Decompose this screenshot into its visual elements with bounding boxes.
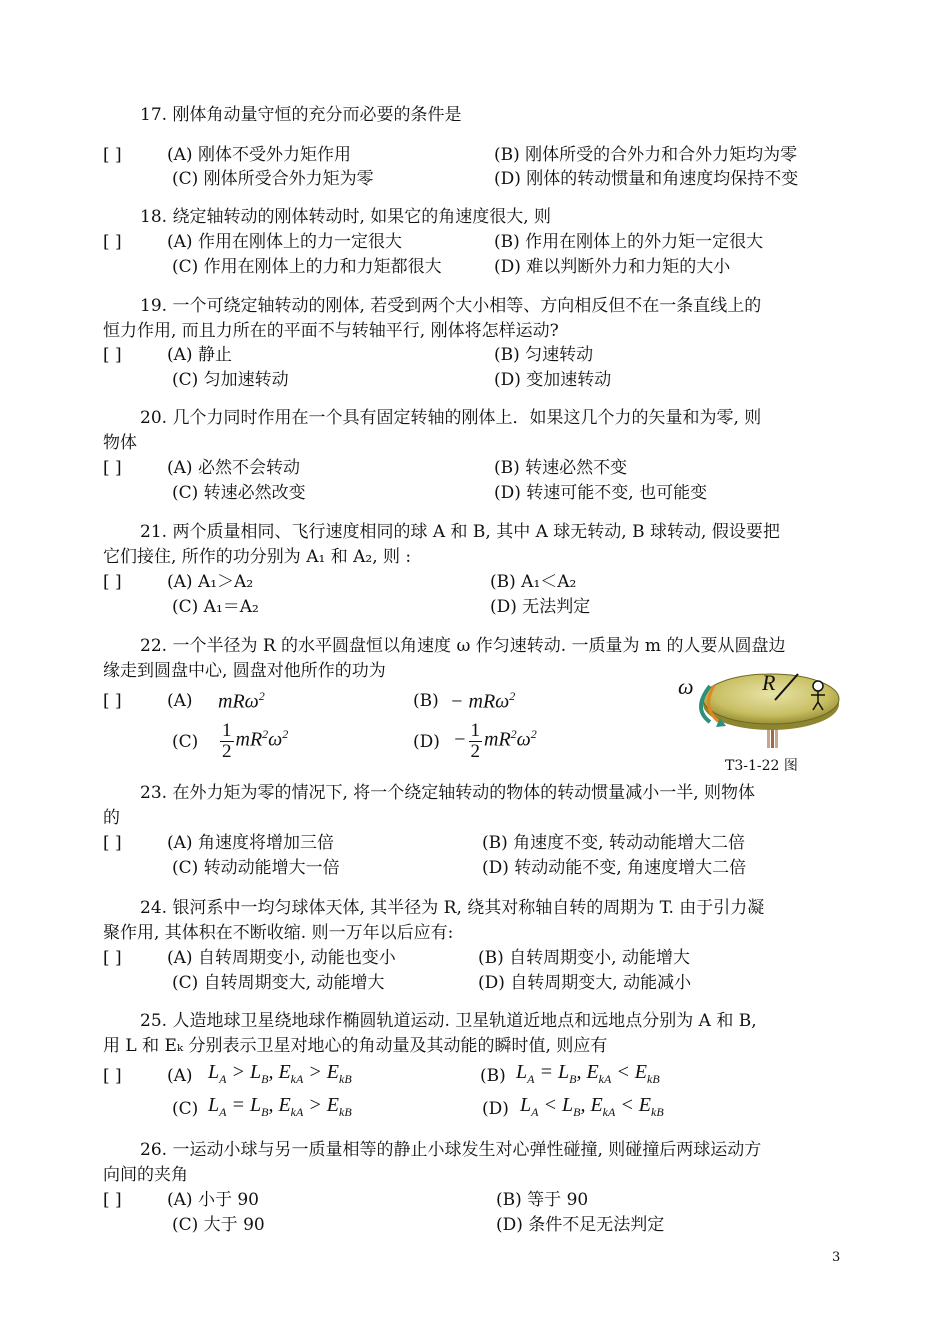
question-25-stem-cont: 用 L 和 Eₖ 分别表示卫星对地心的角动量及其动能的瞬时值, 则应有 <box>103 1036 608 1056</box>
answer-bracket[interactable]: [ ] <box>103 1190 122 1210</box>
option-b[interactable]: (B) <box>413 691 439 711</box>
question-24-stem: 24. 银河系中一均匀球体天体, 其半径为 R, 绕其对称轴自转的周期为 T. 由于引力凝 <box>140 898 765 918</box>
option-c[interactable]: (C) 刚体所受合外力矩为零 <box>172 169 374 189</box>
answer-bracket[interactable]: [ ] <box>103 232 122 252</box>
option-d[interactable]: (D) 转速可能不变, 也可能变 <box>494 483 708 503</box>
option-b[interactable]: (B) 刚体所受的合外力和合外力矩均为零 <box>494 145 798 165</box>
option-b[interactable]: (B) 匀速转动 <box>494 345 594 365</box>
option-b[interactable]: (B) 等于 90 <box>496 1190 589 1210</box>
option-a[interactable]: (A) 角速度将增加三倍 <box>167 833 334 853</box>
option-a[interactable]: (A) <box>167 691 193 711</box>
option-d[interactable]: (D) 难以判断外力和力矩的大小 <box>494 257 731 277</box>
question-17-stem: 17. 刚体角动量守恒的充分而必要的条件是 <box>140 105 462 125</box>
option-c[interactable]: (C) 转动动能增大一倍 <box>172 858 340 878</box>
option-a[interactable]: (A) 必然不会转动 <box>167 458 300 478</box>
option-d[interactable]: (D) 刚体的转动惯量和角速度均保持不变 <box>494 169 799 189</box>
question-18-stem: 18. 绕定轴转动的刚体转动时, 如果它的角速度很大, 则 <box>140 207 552 227</box>
option-d[interactable]: (D) <box>413 732 440 752</box>
question-21-stem: 21. 两个质量相同、飞行速度相同的球 A 和 B, 其中 A 球无转动, B 球转动, 假设要把 <box>140 522 780 542</box>
option-c[interactable]: (C) <box>172 732 199 752</box>
option-a[interactable]: (A) 小于 90 <box>167 1190 259 1210</box>
option-c[interactable]: (C) 转速必然改变 <box>172 483 306 503</box>
option-a[interactable]: (A) A₁＞A₂ <box>167 572 254 592</box>
figure-caption: T3-1-22 图 <box>725 758 798 774</box>
option-a[interactable]: (A) 自转周期变小, 动能也变小 <box>167 948 396 968</box>
option-c[interactable]: (C) 大于 90 <box>172 1215 265 1235</box>
option-a[interactable]: (A) 刚体不受外力矩作用 <box>167 145 351 165</box>
option-b[interactable]: (B) <box>480 1066 506 1086</box>
option-a[interactable]: (A) 静止 <box>167 345 232 365</box>
answer-bracket[interactable]: [ ] <box>103 458 122 478</box>
answer-bracket[interactable]: [ ] <box>103 572 122 592</box>
option-c[interactable]: (C) 作用在刚体上的力和力矩都很大 <box>172 257 442 277</box>
option-c[interactable]: (C) A₁＝A₂ <box>172 597 259 617</box>
option-b[interactable]: (B) 作用在刚体上的外力矩一定很大 <box>494 232 764 252</box>
answer-bracket[interactable]: [ ] <box>103 833 122 853</box>
answer-bracket[interactable]: [ ] <box>103 1066 122 1086</box>
question-25-stem: 25. 人造地球卫星绕地球作椭圆轨道运动. 卫星轨道近地点和远地点分别为 A 和 B, <box>140 1011 757 1031</box>
option-b[interactable]: (B) 角速度不变, 转动动能增大二倍 <box>482 833 745 853</box>
option-d[interactable]: (D) <box>482 1099 509 1119</box>
page-number: 3 <box>832 1250 841 1265</box>
option-c-formula: $\frac{1}{2}$ $mR^2\omega^2$ <box>222 719 289 762</box>
option-b[interactable]: (B) 自转周期变小, 动能增大 <box>478 948 690 968</box>
option-d[interactable]: (D) 无法判定 <box>490 597 591 617</box>
question-20-stem-cont: 物体 <box>103 433 137 453</box>
option-d-formula: $L_A < L_B$, $E_{kA} < E_{kB}$ <box>520 1094 664 1119</box>
question-24-stem-cont: 聚作用, 其体积在不断收缩. 则一万年以后应有: <box>103 923 454 943</box>
option-a[interactable]: (A) 作用在刚体上的力一定很大 <box>167 232 402 252</box>
answer-bracket[interactable]: [ ] <box>103 691 122 711</box>
question-22-stem-cont: 缘走到圆盘中心, 圆盘对他所作的功为 <box>103 661 386 681</box>
answer-bracket[interactable]: [ ] <box>103 345 122 365</box>
option-c[interactable]: (C) 匀加速转动 <box>172 370 289 390</box>
question-19-stem: 19. 一个可绕定轴转动的刚体, 若受到两个大小相等、方向相反但不在一条直线上的 <box>140 296 762 316</box>
radius-label: R <box>762 670 776 695</box>
option-b-formula: $L_A = L_B$, $E_{kA} < E_{kB}$ <box>516 1061 660 1086</box>
option-d-formula: − $\frac{1}{2}$ $mR^2\omega^2$ <box>453 719 537 762</box>
option-c-formula: $L_A = L_B$, $E_{kA} > E_{kB}$ <box>208 1094 352 1119</box>
option-b[interactable]: (B) A₁＜A₂ <box>490 572 577 592</box>
question-19-stem-cont: 恒力作用, 而且力所在的平面不与转轴平行, 刚体将怎样运动? <box>103 321 559 341</box>
option-b[interactable]: (B) 转速必然不变 <box>494 458 628 478</box>
option-b-formula: − mRω$^2$ <box>450 689 516 713</box>
rotating-disk-figure <box>670 664 850 754</box>
question-23-stem-cont: 的 <box>103 808 120 828</box>
question-23-stem: 23. 在外力矩为零的情况下, 将一个绕定轴转动的物体的转动惯量减小一半, 则物体 <box>140 783 756 803</box>
question-22-stem: 22. 一个半径为 R 的水平圆盘恒以角速度 ω 作匀速转动. 一质量为 m 的人要从圆盘边 <box>140 636 786 656</box>
option-d[interactable]: (D) 转动动能不变, 角速度增大二倍 <box>482 858 747 878</box>
option-d[interactable]: (D) 条件不足无法判定 <box>496 1215 665 1235</box>
option-a-formula: $L_A > L_B$, $E_{kA} > E_{kB}$ <box>208 1061 352 1086</box>
option-d[interactable]: (D) 自转周期变大, 动能减小 <box>478 973 692 993</box>
question-26-stem-cont: 向间的夹角 <box>103 1165 188 1185</box>
question-21-stem-cont: 它们接住, 所作的功分别为 A₁ 和 A₂, 则 : <box>103 547 412 567</box>
option-c[interactable]: (C) 自转周期变大, 动能增大 <box>172 973 385 993</box>
answer-bracket[interactable]: [ ] <box>103 948 122 968</box>
question-26-stem: 26. 一运动小球与另一质量相等的静止小球发生对心弹性碰撞, 则碰撞后两球运动方 <box>140 1140 762 1160</box>
question-20-stem: 20. 几个力同时作用在一个具有固定转轴的刚体上．如果这几个力的矢量和为零, 则 <box>140 408 762 428</box>
option-d[interactable]: (D) 变加速转动 <box>494 370 612 390</box>
option-c[interactable]: (C) <box>172 1099 199 1119</box>
answer-bracket[interactable]: [ ] <box>103 145 122 165</box>
option-a[interactable]: (A) <box>167 1066 193 1086</box>
option-a-formula: mRω$^2$ <box>218 689 265 713</box>
omega-label: ω <box>678 674 694 699</box>
